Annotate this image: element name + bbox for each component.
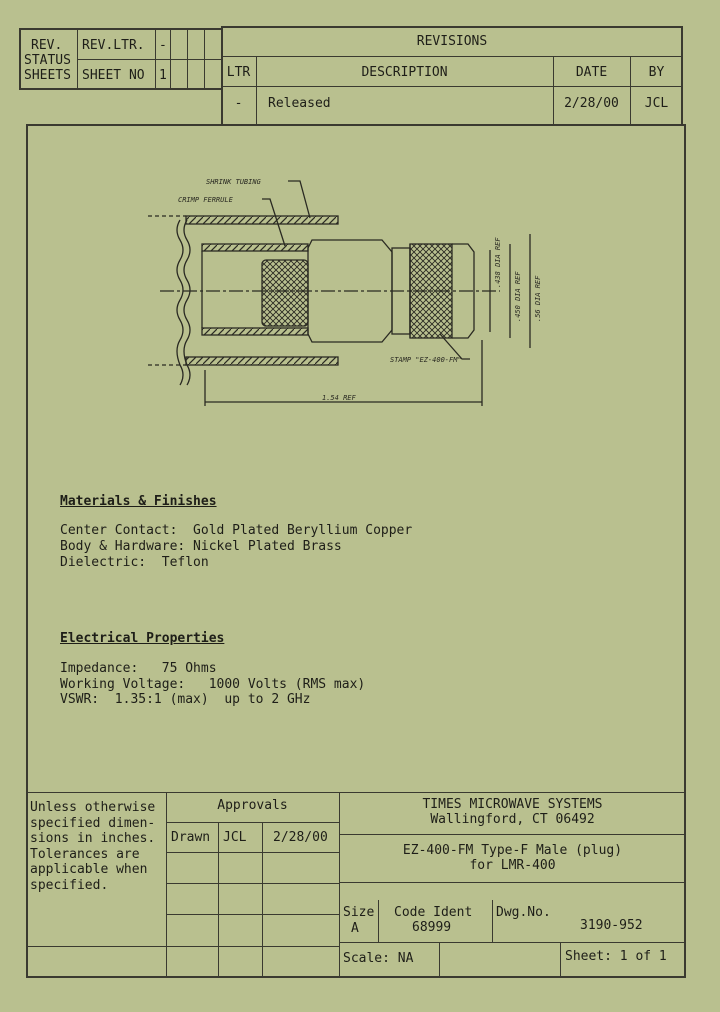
callout-shrink-tubing: SHRINK TUBING: [206, 178, 261, 186]
crimp-ferrule-bottom: [202, 328, 308, 335]
company-location: Wallingford, CT 06492: [430, 812, 595, 827]
revision-row-ltr: -: [234, 96, 243, 111]
revisions-header-date: DATE: [575, 65, 608, 80]
status-label: STATUS: [24, 53, 71, 68]
rev-label: REV.: [31, 38, 63, 53]
part-description-line1: EZ-400-FM Type-F Male (plug): [402, 843, 623, 858]
rev-ltr-label: REV.LTR.: [82, 38, 145, 53]
dim-large-dia: .56 DIA REF: [534, 275, 542, 322]
size-value: A: [351, 921, 359, 936]
sheets-label: SHEETS: [24, 68, 71, 83]
revisions-title: REVISIONS: [416, 34, 488, 49]
approvals-title: Approvals: [217, 798, 288, 813]
electrical-heading: Electrical Properties: [60, 631, 225, 646]
approvals-drawn-label: Drawn: [171, 830, 211, 845]
connector-drawing: [0, 0, 720, 420]
dwg-no-label: Dwg.No.: [496, 905, 551, 920]
sheet-count: Sheet: 1 of 1: [565, 949, 667, 964]
sheet-no-label: SHEET NO: [82, 68, 145, 83]
revision-row-by: JCL: [644, 96, 669, 111]
scale: Scale: NA: [343, 951, 414, 966]
cable-break-line: [177, 220, 183, 385]
sheet-no-value: 1: [159, 68, 167, 83]
approvals-drawn-by: JCL: [223, 830, 247, 845]
revision-row-date: 2/28/00: [564, 96, 619, 111]
part-description-line2: for LMR-400: [469, 858, 556, 873]
approvals-drawn-date: 2/28/00: [273, 830, 328, 845]
electrical-line-voltage: Working Voltage: 1000 Volts (RMS max): [60, 677, 366, 692]
revision-row-description: Released: [268, 96, 331, 111]
shrink-tubing-bottom: [186, 357, 338, 365]
callout-stamp: STAMP "EZ-400-FM": [390, 356, 462, 364]
shrink-tubing-top: [186, 216, 338, 224]
materials-heading: Materials & Finishes: [60, 494, 217, 509]
revisions-header-description: DESCRIPTION: [361, 65, 448, 80]
electrical-line-vswr: VSWR: 1.35:1 (max) up to 2 GHz: [60, 692, 311, 707]
size-label: Size: [343, 905, 375, 920]
rev-ltr-value: -: [159, 38, 167, 53]
revisions-header-by: BY: [648, 65, 665, 80]
tolerance-note: Unless otherwise specified dimen- sions in inches. Tolerances are applicable when specified.: [30, 800, 156, 893]
electrical-line-impedance: Impedance: 75 Ohms: [60, 661, 217, 676]
dwg-no-value: 3190-952: [580, 918, 643, 933]
revisions-header-ltr: LTR: [226, 65, 251, 80]
crimp-ferrule-top: [202, 244, 308, 251]
materials-line-body: Body & Hardware: Nickel Plated Brass: [60, 539, 342, 554]
materials-line-center-contact: Center Contact: Gold Plated Beryllium Copper: [60, 523, 413, 538]
dim-mid-dia: .450 DIA REF: [514, 271, 522, 322]
callout-crimp-ferrule: CRIMP FERRULE: [178, 196, 233, 204]
company-name: TIMES MICROWAVE SYSTEMS: [422, 797, 603, 812]
dielectric: [262, 260, 308, 326]
dim-small-dia: .438 DIA REF: [494, 237, 502, 288]
dim-length: 1.54 REF: [322, 394, 356, 402]
code-ident-value: 68999: [412, 920, 452, 935]
materials-line-dielectric: Dielectric: Teflon: [60, 555, 209, 570]
code-ident-label: Code Ident: [394, 905, 473, 920]
